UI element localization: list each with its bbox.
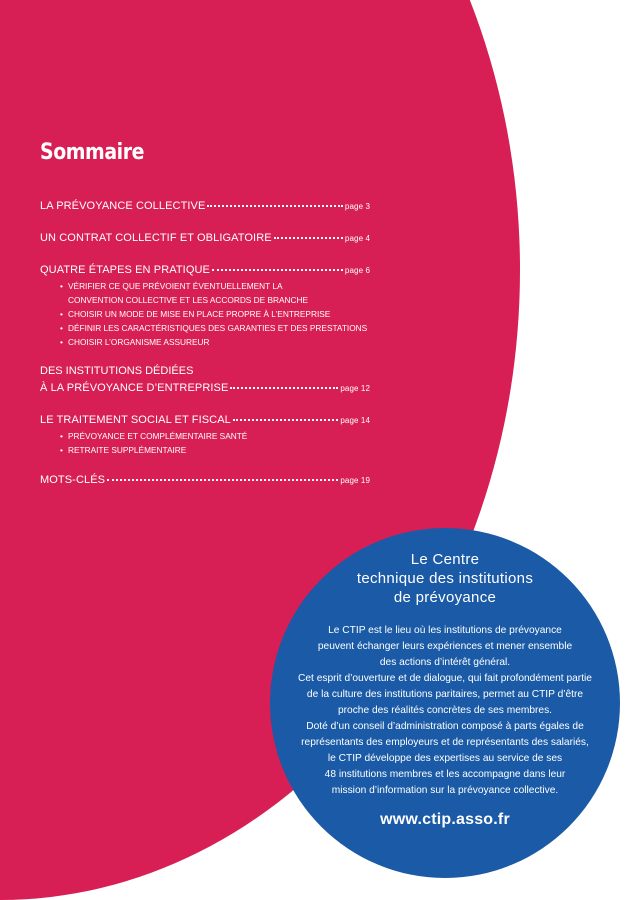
dot-leader [233,409,339,421]
toc-title: Sommaire [40,140,145,165]
info-body: Le CTIP est le lieu où les institutions de prévoyance peuvent échanger leurs expériences et mener ensemble des actions d’intérêt général. Cet esprit d’ouverture et de dialogue, qui fait profondément partie de la culture des institutions paritaires, permet au CTIP d’être proche des réalités concrètes de ses membres. Doté d’un conseil d’administration composé à parts égales de représentants des employeurs et de représentants des salariés, le CTIP développe des expertises au service de ses 48 institutions membres et les accompagne dans leur mission d’information sur la prévoyance collective. [298,625,592,796]
table-of-contents [40,140,370,503]
toc-entry-label: LA PRÉVOYANCE COLLECTIVE [40,200,206,212]
toc-entry-label: LE TRAITEMENT SOCIAL ET FISCAL [40,414,231,426]
toc-entry-label: MOTS-CLÉS [40,474,106,486]
toc-entry-page: page 6 [344,266,370,275]
toc-entry-page: page 4 [344,234,370,243]
toc-entry-page: page 19 [340,476,370,485]
ctip-info-block [270,550,620,829]
toc-entry-page: page 12 [340,384,370,393]
toc-entry-institutions-dediees [40,363,370,397]
toc-sub-item: • VÉRIFIER CE QUE PRÉVOIENT ÉVENTUELLEMENT LA [60,281,283,291]
dot-leader [207,195,343,207]
toc-entry-label: À LA PRÉVOYANCE D’ENTREPRISE [40,382,229,394]
dot-leader [230,377,338,389]
toc-entry-contrat-collectif [40,229,370,247]
toc-sub-item: • CHOISIR L’ORGANISME ASSUREUR [60,337,210,347]
toc-entry-prevoyance-collective [40,197,370,215]
dot-leader [274,227,343,239]
toc-sub-item: • RETRAITE SUPPLÉMENTAIRE [60,445,187,455]
toc-entry-traitement-social [40,411,370,457]
info-title: Le Centre technique des institutions de prévoyance [356,551,534,606]
dot-leader [212,259,343,271]
toc-entry-label: QUATRE ÉTAPES EN PRATIQUE [40,264,210,276]
dot-leader [107,469,338,481]
toc-sub-item: • PRÉVOYANCE ET COMPLÉMENTAIRE SANTÉ [60,431,248,441]
toc-entry-page: page 14 [340,416,370,425]
toc-sub-item-continuation: CONVENTION COLLECTIVE ET LES ACCORDS DE BRANCHE [68,295,309,305]
toc-sub-item: • DÉFINIR LES CARACTÉRISTIQUES DES GARANTIES ET DES PRESTATIONS [60,323,368,333]
toc-entry-quatre-etapes [40,261,370,349]
toc-entry-mots-cles [40,471,370,489]
toc-entry-page: page 3 [344,202,370,211]
website-link[interactable]: www.ctip.asso.fr [380,811,510,828]
toc-entry-label: UN CONTRAT COLLECTIF ET OBLIGATOIRE [40,232,272,244]
toc-entry-label-line1: DES INSTITUTIONS DÉDIÉES [40,365,194,377]
toc-sub-item: • CHOISIR UN MODE DE MISE EN PLACE PROPRE À L’ENTREPRISE [60,309,331,319]
